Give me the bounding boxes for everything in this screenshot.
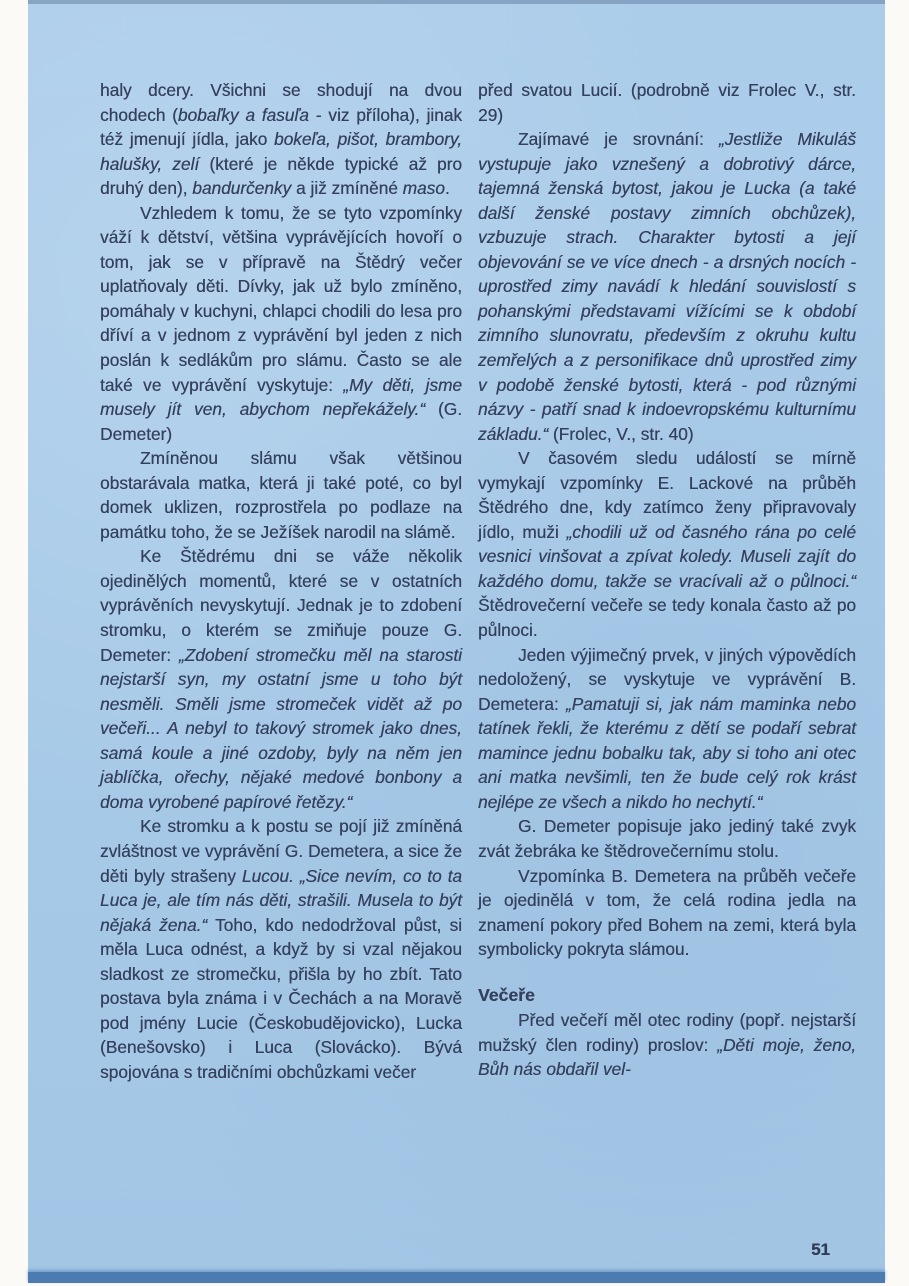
text-run: Zmíněnou slámu však většinou obstarávala matka, která ji také poté, co byl domek uklizen, rozprostřela po podlaze na památku toho, že se Ježíšek narodil na slámě. [100,448,462,542]
text-run: Vzhledem k tomu, že se tyto vzpomínky váží k dětství, většina vyprávějících hovoří o tom, jak se v přípravě na Štědrý večer uplatňovaly děti. Dívky, jak už bylo zmíněno, pomáhaly v kuchyni, chlapci chodili do lesa pro dříví a v jednom z vyprávění byl jeden z nich poslán k sedlákům pro slámu. Často se ale také ve vyprávění vyskytuje: [100,202,462,395]
italic-run: bobaľky a fasuľa [177,104,309,125]
text-run: Zajímavé je srovnání: [518,129,719,150]
paragraph [478,446,856,642]
text-run: Vzpomínka B. Demetera na průběh večeře je ojedinělá v tom, že celá rodina jedla na znamení pokory před Bohem na zemi, která byla symbolicky pokryta slámou. [478,865,856,960]
italic-run: „Zdobení stromečku měl na starosti nejstarší syn, my ostatní jsme u toho být nesměli. Směli jsme stromeček vidět až po večeři... A nebyl to takový stromek jako dnes, samá koule a jiné ozdoby, byly na něm jen jablíčka, ořechy, nějaké medové bonbony a doma vyrobené papírové řetězy.“ [100,644,462,812]
italic-run: „Děti moje, ženo, Bůh nás obdařil vel- [478,1034,856,1080]
text-run: (G. Demeter) [100,399,462,444]
paragraph [478,127,856,446]
text-run: Toho, kdo nedodržoval půst, si měla Luca odnést, a když by si vzal nějakou sladkost ze stromečku, přišla by ho zbít. Tato postava byla známa i v Čechách a na Moravě pod jmény Lucie (Českobudějovicko), Lucka (Benešovsko) i Luca (Slovácko). Bývá spojována s tradičními obchůzkami večer [100,914,462,1082]
italic-run: bandurčenky [192,178,292,199]
paragraph [478,1008,856,1082]
italic-run: maso [402,178,445,199]
paragraph [100,78,462,201]
italic-run: Lucou. „Sice nevím, co to ta Luca je, ale tím nás děti, strašili. Musela to být nějaká žena.“ [100,865,463,935]
paragraph [100,201,462,446]
text-run: (které je někde typické až pro druhý den), [100,153,462,199]
italic-run: „chodili už od časného rána po celé vesnici vinšovat a zpívat koledy. Museli zajít do každého domu, takže se vracívali až o půlnoci.“ [478,521,856,591]
text-run: (Frolec, V., str. 40) [548,423,694,444]
paragraph [100,446,462,544]
text-run: G. Demeter popisuje jako jediný také zvyk zvát žebráka ke štědrovečernímu stolu. [478,816,856,861]
italic-run: „Jestliže Mikuláš vystupuje jako vznešený a dobrotivý dárce, tajemná ženská bytost, jakou je Lucka (a také další ženské postavy zimních obchůzek), vzbuzuje strach. Charakter bytosti a její objevování se ve více dnech - a drsných nocích - uprostřed zimy navádí k hledání souvislostí s pohanskými představami vížícími se k období zimního slunovratu, především z okruhu kultu zemřelých a z personifikace dnů uprostřed zimy v podobě ženské bytosti, která - pod různými názvy - patří snad k indoevropskému kulturnímu základu.“ [478,129,856,444]
text-run: Před večeří měl otec rodiny (popř. nejstarší mužský člen rodiny) proslov: [478,1010,856,1055]
italic-run: „Pamatuji si, jak nám maminka nebo tatínek řekli, že kterému z dětí se podaří sebrat mamince jednu bobalku tak, aby si toho ani otec ani matka nevšimli, ten že bude celý rok krást nejlépe ze všech a nikdo ho nechytí.“ [478,693,856,812]
paragraph [478,864,856,962]
italic-run: bokeľa, pišot, brambory, halušky, zelí [100,129,462,174]
section-heading [478,983,856,1008]
text-run: . [444,178,450,199]
left-column [100,78,462,1084]
italic-run: „My děti, jsme musely jít ven, abychom nepřekážely.“ [100,374,462,420]
paragraph [478,814,856,863]
page-number: 51 [811,1240,830,1259]
text-run: Ke stromku a k postu se pojí již zmíněná zvláštnost ve vyprávění G. Demetera, a sice že děti byly strašeny [100,816,462,886]
right-column [478,78,856,1084]
text-run: Jeden výjimečný prvek, v jiných výpovědích nedoložený, se vyskytuje ve vyprávění B. Demetera: [478,644,856,714]
paragraph [478,643,856,815]
text-run: Štědrovečerní večeře se tedy konala často až po půlnoci. [478,595,856,641]
text-run: Ke Štědrému dni se váže několik ojedinělých momentů, které se v ostatních vyprávěních nevyskytují. Jednak je to zdobení stromku, o kterém se zmiňuje pouze G. Demeter: [100,546,462,665]
paragraph [478,78,856,127]
scanned-page [28,0,885,1283]
text-run: a již zmíněné [291,178,403,199]
text-run: Večeře [478,984,535,1005]
text-run: haly dcery. Všichni se shodují na dvou chodech ( [100,80,462,125]
paragraph [100,814,462,1084]
text-run: V časovém sledu událostí se mírně vymykají vzpomínky E. Lackové na průběh Štědrého dne, kdy zatímco ženy připravovaly jídlo, muži [478,448,856,542]
paragraph [100,544,462,814]
page-content [100,78,856,1084]
text-run: před svatou Lucií. (podrobně viz Frolec V., str. 29) [478,80,856,125]
text-run: - viz příloha), jinak též jmenují jídla, jako [100,104,462,150]
